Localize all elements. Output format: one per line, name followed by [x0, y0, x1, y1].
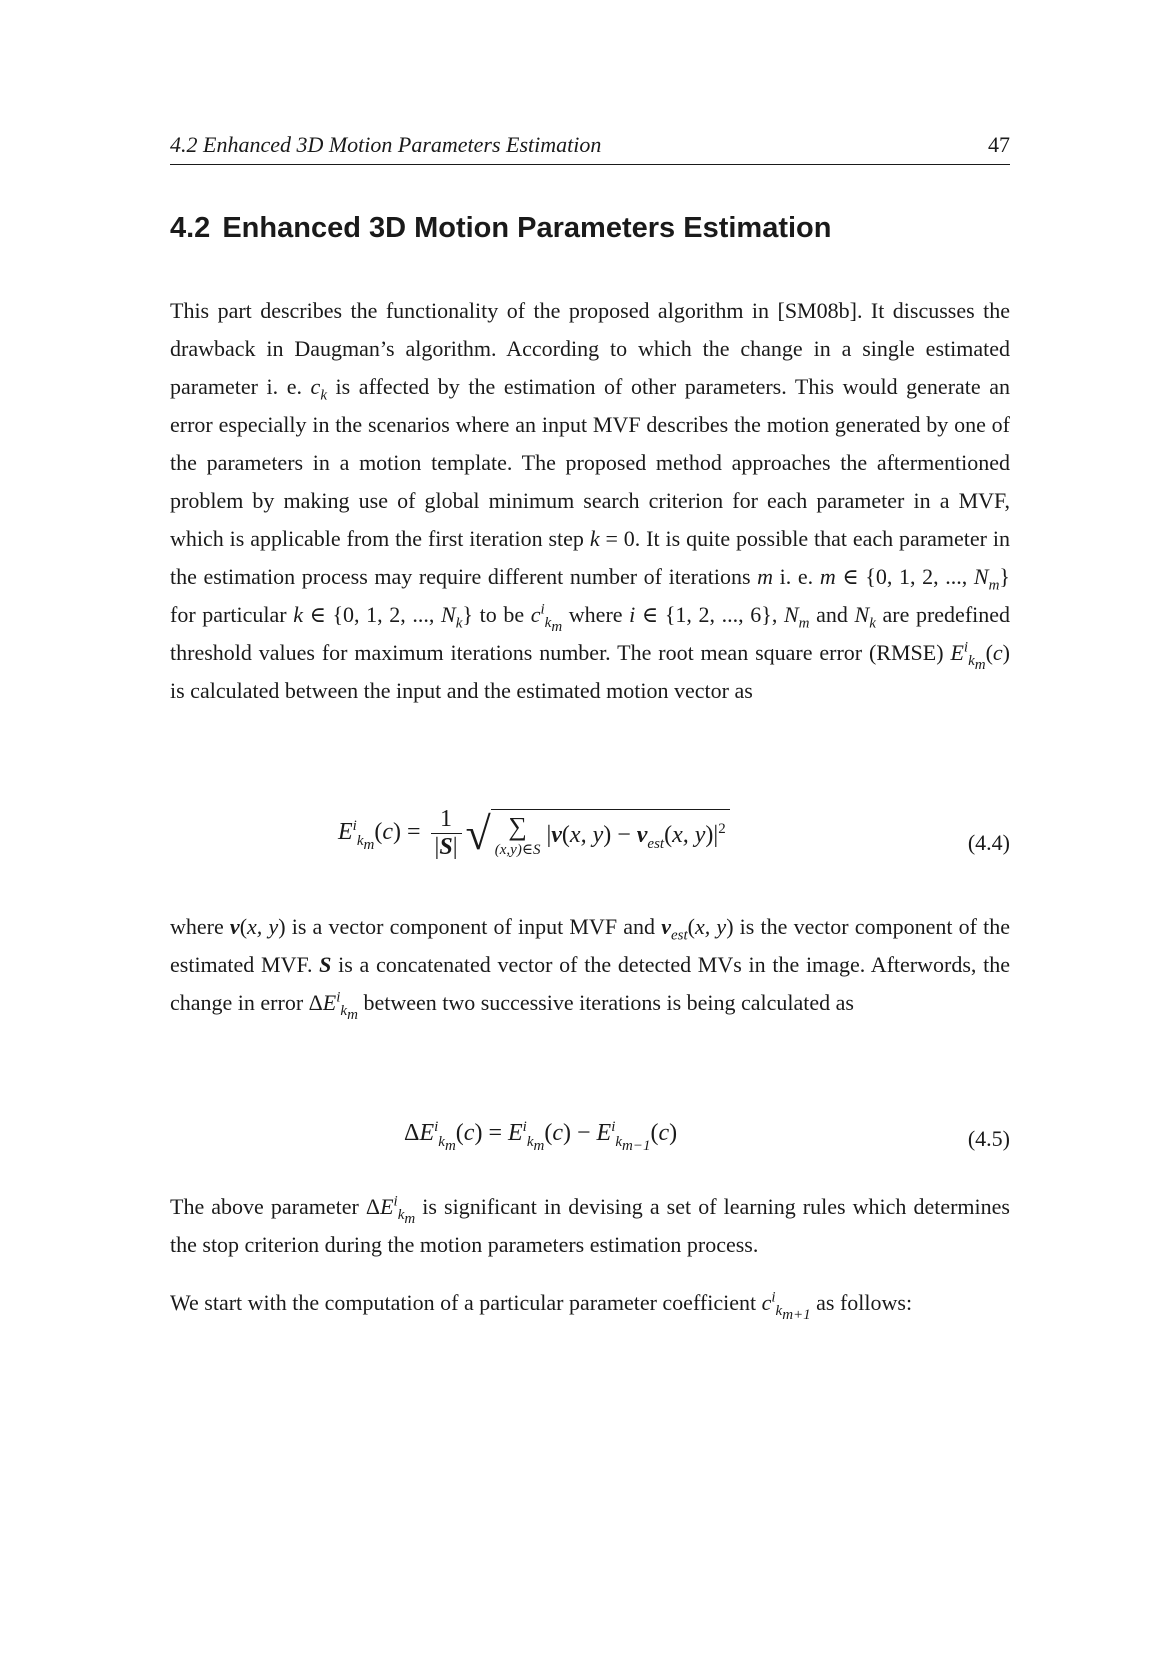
equation-number: (4.5)	[967, 1126, 1010, 1151]
section-title	[170, 212, 831, 245]
running-title: 4.2 Enhanced 3D Motion Parameters Estimation	[170, 132, 602, 157]
paragraph-computation: We start with the computation of a particular parameter coefficient $c^i_{k_{m+1}}$ as follows:	[170, 1289, 913, 1324]
section-number: 4.2	[170, 212, 211, 244]
section-heading: Enhanced 3D Motion Parameters Estimation	[222, 212, 832, 244]
paragraph-where: where v(x, y) is a vector component of input MVF and $v_{est}(x$, y) is the vector component of the estimated MVF. S is a concatenated vector of the detected MVs in the image. Afterwords, the change in error $\Delta E^i_{k_m}$ between two successive iterations is being calculated as	[170, 914, 1010, 1024]
paragraph-intro: This part describes the functionality of the proposed algorithm in [SM08b]. It discusses the drawback in Daugman’s algorithm. According to which the change in a single estimated parameter i. e. $c_k$ is affected by the estimation of other parameters. This would generate an error especially in the scenarios where an input MVF describes the motion generated by one of the parameters in a motion template. The proposed method approaches the aftermentioned problem by making use of global minimum search criterion for each parameter in a MVF, which is applicable from the first iteration step k = 0. It is quite possible that each parameter in the estimation process may require different number of iterations m i. e. m ∈ {0, 1, 2, ..., $N_m$} for particular k ∈ {0, 1, 2, ..., $N_k$} to be $c^i_{k_m}$ where i ∈ {1, 2, ..., 6}, $N_m$ and $N_k$ are predefined threshold values for maximum iterations number. The root mean square error (RMSE) $E^i_{k_m}(c)$ is calculated between the input and the estimated motion vector as	[170, 298, 1011, 703]
equation-4-4	[170, 804, 1010, 884]
equation-number: (4.4)	[967, 830, 1010, 855]
paragraph-significance: The above parameter $\Delta E^i_{k_m}$ is significant in devising a set of learning rules which determines the stop criterion during the motion parameters estimation process.	[170, 1193, 1010, 1257]
running-header	[170, 128, 1010, 165]
page-number: 47	[988, 132, 1010, 157]
equation-4-5-body: $\Delta E^i_{k_m}(c) = E^i_{k_m}(c) - E^i_{k_{m-1}}(c)$	[404, 1119, 678, 1154]
equation-4-5	[170, 1100, 1010, 1180]
equation-4-4-body: $E^i_{k_m}(c)$ = $\frac{1}{|S|}$ √ ∑ (x,y)∈S |v(x, $y) - v_{est}(x$, $y)|^2$	[338, 806, 730, 861]
